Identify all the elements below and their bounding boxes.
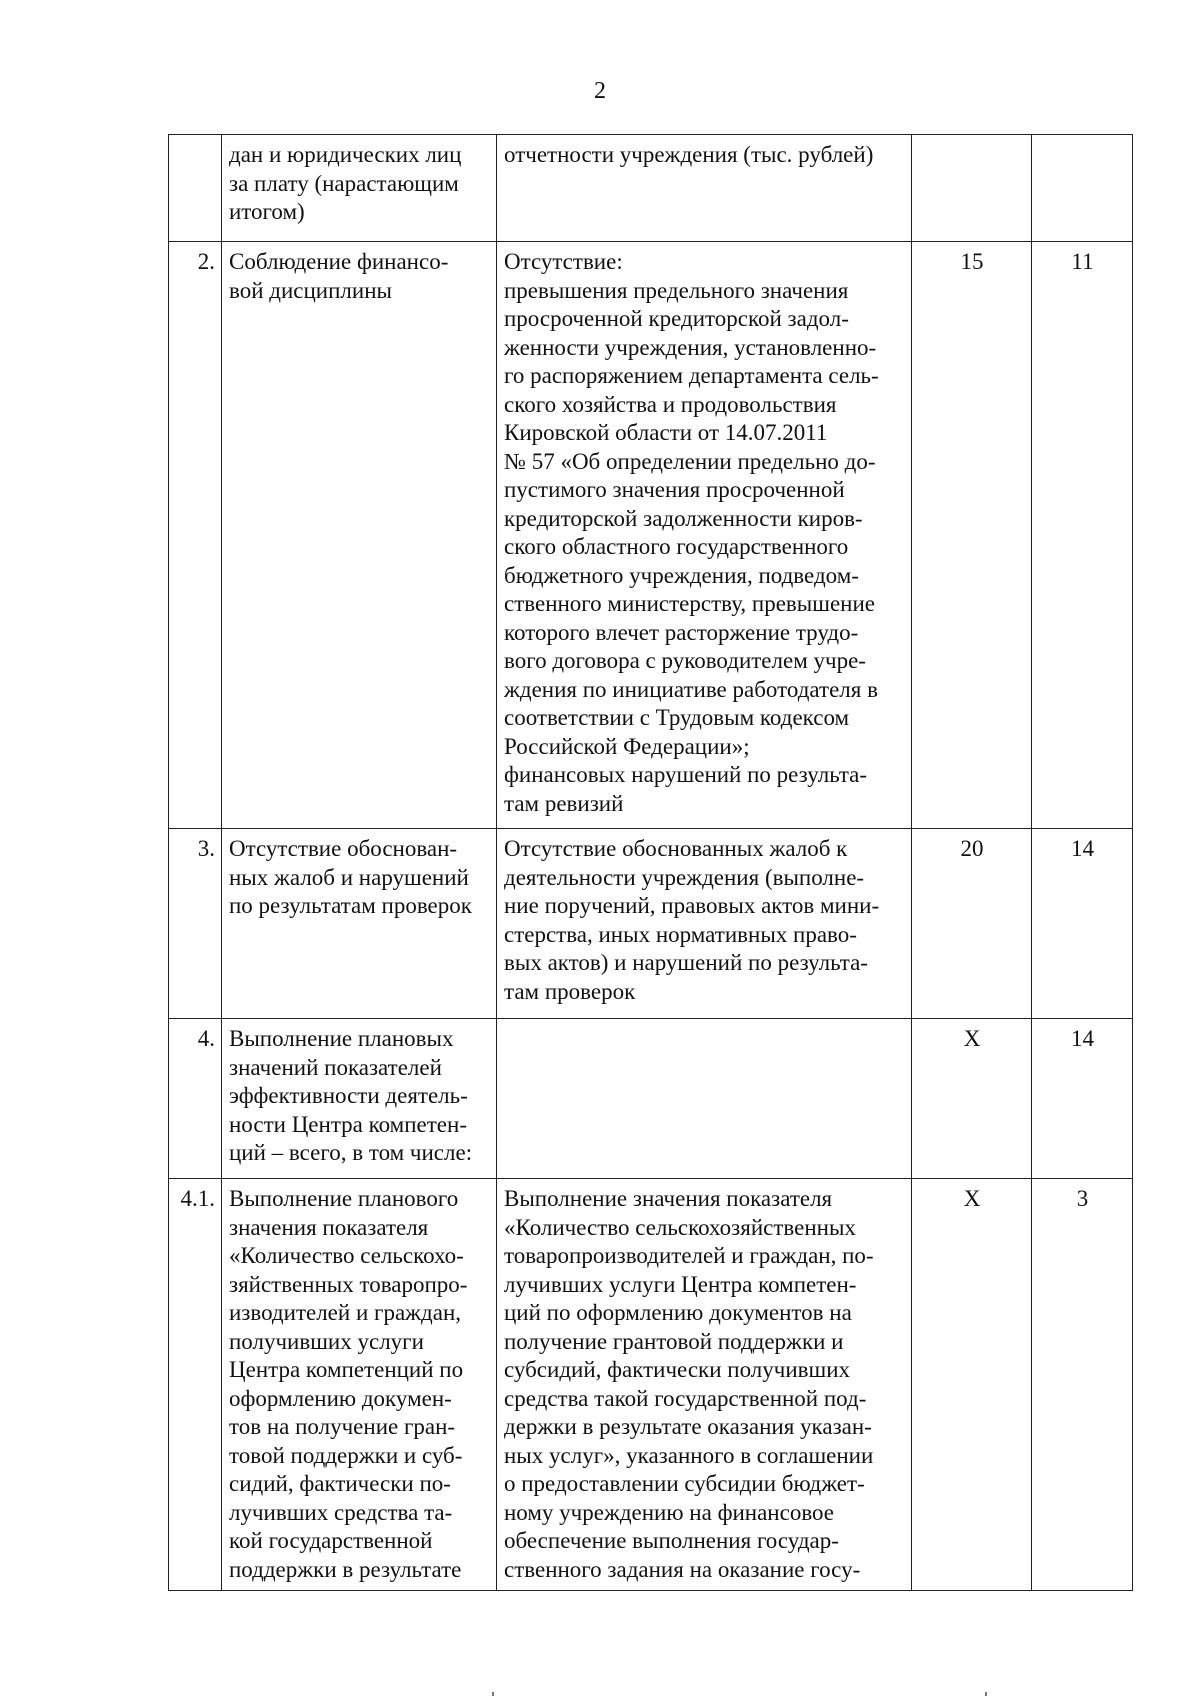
criterion-cell [497,1179,912,1591]
row-number-cell [169,135,222,242]
table-row [169,829,1133,1019]
row-number-cell [169,242,222,829]
max-score-cell [912,1019,1032,1179]
row-number-cell-text: 4. [197,1026,215,1051]
row-number-cell [169,1019,222,1179]
criterion-cell [497,1019,912,1179]
score-cell [1032,1019,1133,1179]
row-number-cell-text: 2. [197,249,215,274]
criterion-cell [497,135,912,242]
indicator-name-cell-text: Выполнение плановых значений показателей эффективности деятель- ности Центра компетен- ций – всего, в том числе: [229,1026,473,1165]
row-number-cell [169,829,222,1019]
indicator-name-cell-text: дан и юридических лиц за плату (нарастающим итогом) [229,142,462,224]
score-cell-text: 14 [1071,1026,1094,1051]
score-cell-text: 3 [1076,1186,1089,1211]
criterion-cell [497,242,912,829]
max-score-cell-text: X [963,1026,981,1051]
table-row [169,1179,1133,1591]
max-score-cell [912,242,1032,829]
table-row [169,135,1133,242]
indicator-name-cell-text: Выполнение планового значения показателя «Количество сельскохо- зяйственных товаропро- изводителей и граждан, получивших услуги Центра компетенций по оформлению докумен- тов на получение гран- товой поддержки и суб- сидий, фактически по- лучивших средства та- кой государственной поддержки в результате [229,1186,468,1582]
indicator-name-cell [222,135,497,242]
score-cell-text: 11 [1071,249,1094,274]
table-row [169,1019,1133,1179]
max-score-cell-text: 15 [960,249,984,274]
row-number-cell-text: 3. [197,836,215,861]
criterion-cell-text: Выполнение значения показателя «Количество сельскохозяйственных товаропроизводителей и граждан, по- лучивших услуги Центра компетен- ций по оформлению документов на получение грантовой поддержки и субсидий, фактически получивших средства такой государственной под- держки в результате оказания указан- ных услуг», указанного в соглашении о предоставлении субсидии бюджет- ному учреждению на финансовое обеспечение выполнения государ- ственного задания на оказание госу- [504,1186,874,1582]
scan-artifact [985,1692,987,1696]
score-cell [1032,829,1133,1019]
table-row [169,242,1133,829]
row-number-cell [169,1179,222,1591]
score-cell [1032,135,1133,242]
max-score-cell-text: 20 [960,836,984,861]
indicator-name-cell [222,1179,497,1591]
criterion-cell [497,829,912,1019]
max-score-cell [912,1179,1032,1591]
max-score-cell [912,135,1032,242]
row-number-cell-text: 4.1. [180,1186,215,1211]
score-cell [1032,242,1133,829]
score-cell-text: 14 [1071,836,1094,861]
score-cell [1032,1179,1133,1591]
indicator-name-cell [222,829,497,1019]
indicator-name-cell [222,1019,497,1179]
indicator-name-cell [222,242,497,829]
scan-artifact [492,1692,494,1696]
indicator-name-cell-text: Соблюдение финансо- вой дисциплины [229,249,449,303]
criterion-cell-text: Отсутствие: превышения предельного значения просроченной кредиторской задол- женности учреждения, установленно- го распоряжением департамента сель- ского хозяйства и продовольствия Кировской области от 14.07.2011 № 57 «Об определении предельно до- пустимого значения просроченной кредиторской задолженности киров- ского областного государственного бюджетного учреждения, подведом- ственного министерству, превышение которого влечет расторжение трудо- вого договора с руководителем учре- ждения по инициативе работодателя в соответствии с Трудовым кодексом Российской Федерации»; финансовых нарушений по результа- там ревизий [504,249,879,816]
indicator-name-cell-text: Отсутствие обоснован- ных жалоб и нарушений по результатам проверок [229,836,472,918]
criterion-cell-text: отчетности учреждения (тыс. рублей) [504,142,874,167]
page-number: 2 [594,78,606,104]
criterion-cell-text: Отсутствие обоснованных жалоб к деятельности учреждения (выполне- ние поручений, правовых актов мини- стерства, иных нормативных право- вых актов) и нарушений по результа- там проверок [504,836,880,1004]
max-score-cell [912,829,1032,1019]
max-score-cell-text: X [963,1186,981,1211]
criteria-table [168,134,1133,1591]
